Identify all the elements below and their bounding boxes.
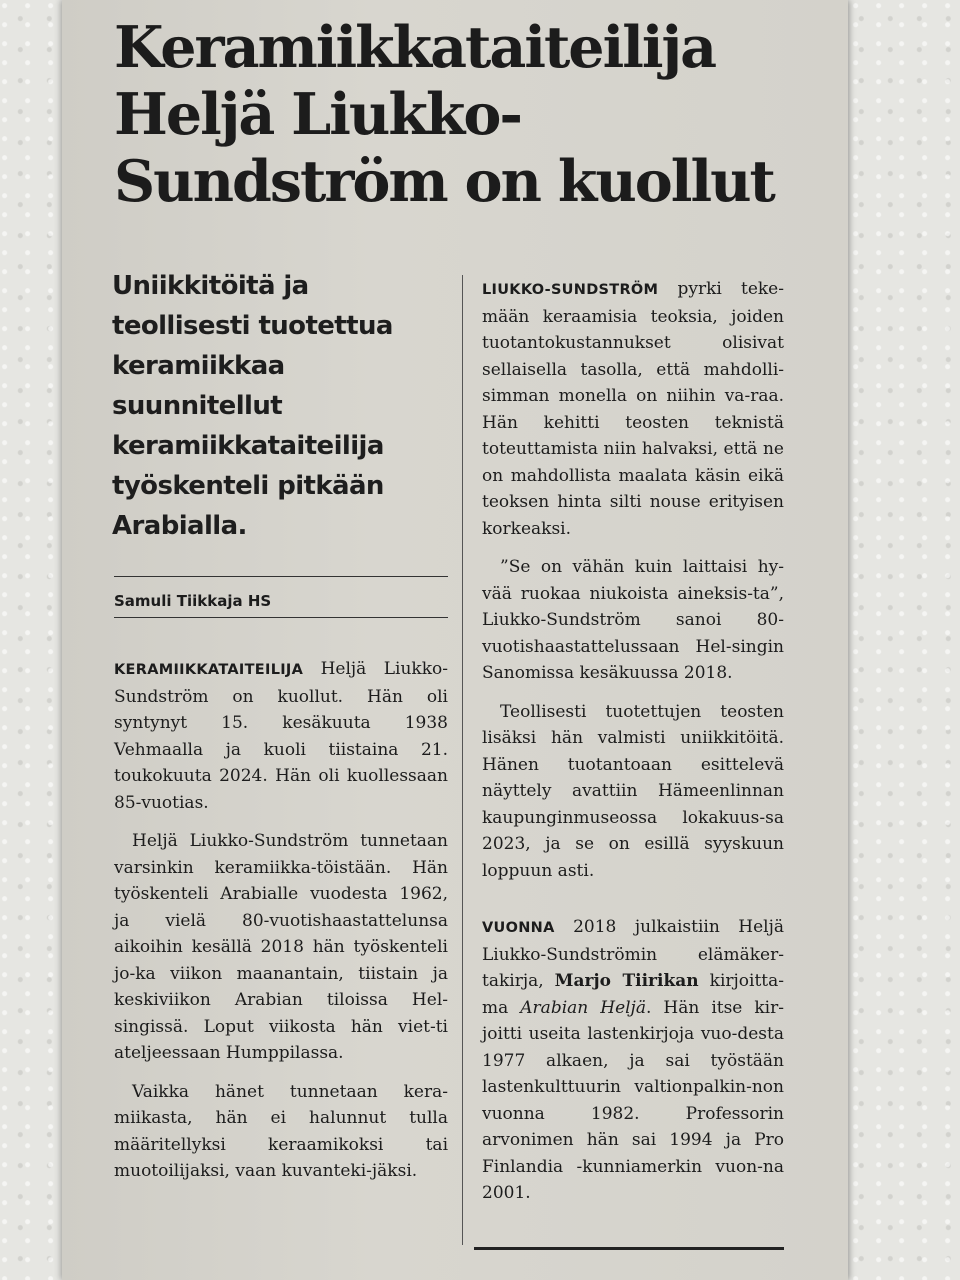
- paragraph-text: 2018 julkaistiin Heljä Liukko-Sundströmin elämäker-takirja,: [482, 917, 784, 991]
- quote-paragraph: ”Se on vähän kuin laittaisi hy-vää ruokaa niukoista aineksis-ta”, Liukko-Sundström sanoi 80-vuotishaastattelussaan Hel-singin Sanomissa kesäkuussa 2018.: [482, 557, 784, 683]
- paragraph: [114, 656, 448, 816]
- drop-caps-lead: KERAMIIKKATAITEILIJA: [114, 662, 304, 678]
- headline: Keramiikkataiteilija Heljä Liukko-Sundström on kuollut: [114, 14, 774, 215]
- paragraph: [482, 914, 784, 1207]
- newspaper-clipping: [62, 0, 848, 1280]
- paragraph-text: kirjoitta-ma: [482, 971, 784, 1018]
- bottom-rule: [474, 1247, 784, 1250]
- byline-bottom-rule: [114, 617, 448, 618]
- paragraph: [482, 276, 784, 542]
- article-column-2: [482, 276, 784, 1219]
- lead-paragraph: Uniikkitöitä ja teollisesti tuotettua keramiikkaa suunnitellut keramiikkataiteilija työskenteli pitkään Arabialla.: [112, 271, 393, 541]
- column-divider: [462, 275, 463, 1245]
- drop-caps-lead: VUONNA: [482, 920, 555, 936]
- paragraph: Vaikka hänet tunnetaan kera-miikasta, hän ei halunnut tulla määritellyksi keraamikoksi tai muotoilijaksi, vaan kuvanteki-jäksi.: [114, 1081, 448, 1181]
- paragraph: Heljä Liukko-Sundström tunnetaan varsinkin keramiikka-töistään. Hän työskenteli Arabialle vuodesta 1962, ja vielä 80-vuotishaastattelunsa aikoihin kesällä 2018 hän työskenteli jo-ka viikon maanantain, tiistain ja keskiviikon Arabian tiloissa Hel-singissä. Loput viikosta hän viet-ti ateljeessaan Humppilassa.: [114, 831, 448, 1063]
- paragraph-text: pyrki teke-mään keraamisia teoksia, joiden tuotantokustannukset olisivat sellaisella tasolla, että mahdolli-simman monella on niihin va-raa. Hän kehitti teosten teknistä toteuttamista niin halvaksi, että ne on mahdollista maalata käsin eikä teoksen hinta silti nouse erityisen korkeaksi.: [482, 279, 784, 539]
- paragraph-text: . Hän itse kir-joitti useita lastenkirjoja vuo-desta 1977 alkaen, ja sai työstään lastenkulttuurin valtionpalkin-non vuonna 1982. Professorin arvonimen hän sai 1994 ja Pro Finlandia -kunniamerkin vuon-na 2001.: [482, 997, 784, 1203]
- drop-caps-lead: LIUKKO-SUNDSTRÖM: [482, 282, 659, 298]
- byline: Samuli Tiikkaja HS: [114, 592, 272, 610]
- byline-top-rule: [114, 576, 448, 577]
- article-column-1: [114, 656, 448, 1197]
- paragraph-text: Heljä Liukko-Sundström on kuollut. Hän oli syntynyt 15. kesäkuuta 1938 Vehmaalla ja kuoli tiistaina 21. toukokuuta 2024. Hän oli kuollessaan 85-vuotias.: [114, 659, 448, 813]
- book-title: Arabian Heljä: [520, 997, 646, 1018]
- paragraph: Teollisesti tuotettujen teosten lisäksi hän valmisti uniikkitöitä. Hänen tuotantoaan esittelevä näyttely avattiin Hämeenlinnan kaupunginmuseossa lokakuus-sa 2023, ja se on esillä syyskuun loppuun asti.: [482, 701, 784, 881]
- author-name: Marjo Tiirikan: [554, 971, 699, 991]
